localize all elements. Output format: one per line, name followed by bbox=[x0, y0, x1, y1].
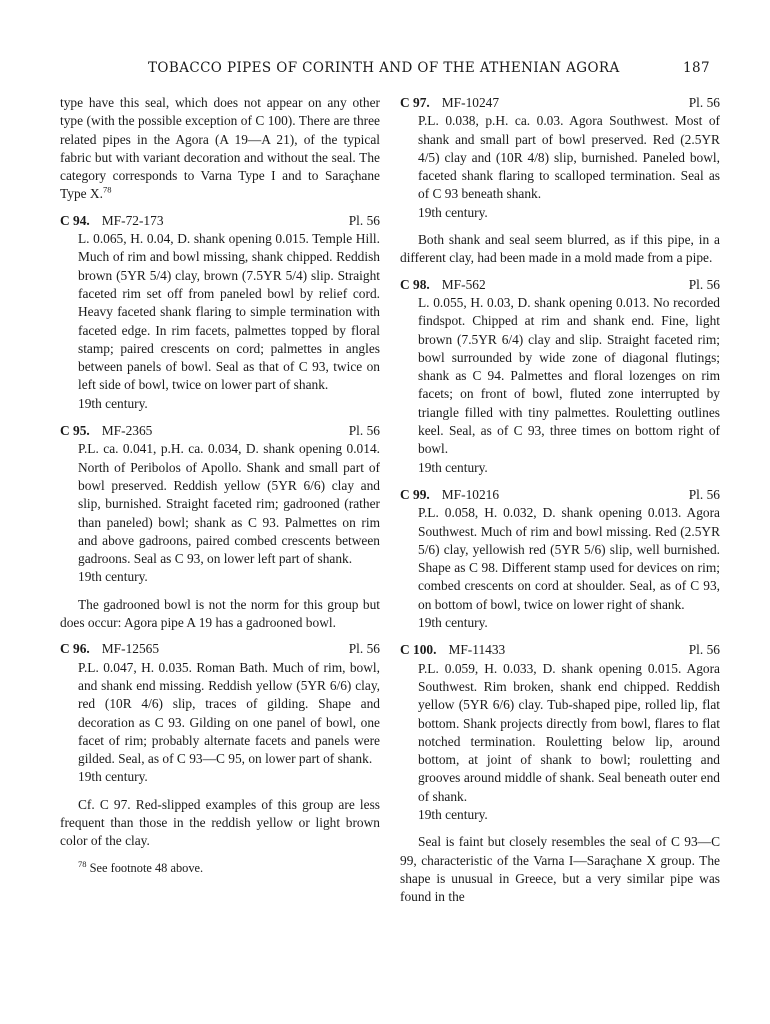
catalogue-entry bbox=[60, 422, 380, 587]
entry-description: L. 0.055, H. 0.03, D. shank opening 0.013. No recorded findspot. Chipped at rim and shank end. Fine, light brown (7.5YR 6/4) clay and slip. Straight faceted rim; bowl surrounded by wide zone of diagonal flutings; shank as C 94. Palmettes and floral lozenges on rim facets; on front of bowl, fluted zone interrupted by triangle filled with tiny palmettes. Rouletting outlines keel. Seal, as of C 93, three times on bottom right of bowl. bbox=[418, 294, 720, 457]
catalogue-number: C 95. bbox=[60, 423, 90, 439]
entry-date: 19th century. bbox=[418, 204, 488, 220]
plate-reference: Pl. 56 bbox=[688, 486, 720, 502]
catalogue-number: C 100. bbox=[400, 642, 437, 658]
commentary-paragraph: Both shank and seal seem blurred, as if this pipe, in a different clay, had been made in a mold made from a pipe. bbox=[400, 232, 720, 266]
commentary-paragraph: Seal is faint but closely resembles the seal of C 93—C 99, characteristic of the Varna I—Saraçhane X group. The shape is unusual in Greece, but a very similar pipe was found in the bbox=[400, 834, 720, 905]
inventory-number: MF-2365 bbox=[101, 423, 153, 439]
catalogue-entry bbox=[400, 641, 720, 824]
entry-date: 19th century. bbox=[78, 569, 148, 585]
catalogue-number: C 94. bbox=[60, 212, 90, 228]
intro-paragraph: type have this seal, which does not appear on any other type (with the possible exception of C 100). There are three related pipes in the Agora (A 19—A 21), of the typical fabric but with variant decoration and without the seal. The category corresponds to Varna Type I and to Saraçhane Type X.$^{78}$ bbox=[60, 95, 380, 202]
catalogue-entry bbox=[400, 276, 720, 477]
catalogue-number: C 99. bbox=[400, 486, 430, 502]
entry-description: P.L. 0.059, H. 0.033, D. shank opening 0.015. Agora Southwest. Rim broken, shank end chipped. Reddish yellow (5YR 6/6) clay. Tub-shaped pipe, rolled lip, flat bottom. Shank projects directly from bowl, flares to flat notched termination. Rouletting below lip, around bottom, at joint of shank to bowl; rouletting and grooves around middle of shank. Seal beneath outer end of shank. bbox=[418, 660, 720, 804]
footnote bbox=[60, 859, 380, 877]
catalogue-entry bbox=[60, 640, 380, 786]
footnote-text: See footnote 48 above. bbox=[89, 860, 204, 875]
entry-date: 19th century. bbox=[78, 769, 148, 785]
catalogue-entry bbox=[400, 94, 720, 222]
running-head bbox=[60, 60, 710, 80]
catalogue-entry bbox=[60, 212, 380, 413]
entry-date: 19th century. bbox=[418, 615, 488, 631]
entry-description: P.L. ca. 0.041, p.H. ca. 0.034, D. shank opening 0.014. North of Peribolos of Apollo. Shank and small part of bowl preserved. Reddish yellow (5YR 6/6) clay and slip, burnished. Straight faceted rim; gadrooned (rather than paneled) bowl; shank as C 93. Palmettes on rim and above gadroons, paired combed crescents between gadroons. Seal as C 93, on lower left part of shank. bbox=[78, 441, 380, 567]
left-column bbox=[60, 94, 380, 877]
footnote-ref: 78 bbox=[102, 185, 112, 196]
catalogue-number: C 96. bbox=[60, 641, 90, 657]
inventory-number: MF-10247 bbox=[441, 95, 500, 110]
plate-reference: Pl. 56 bbox=[688, 642, 720, 658]
page-number: 187 bbox=[683, 60, 710, 76]
plate-reference: Pl. 56 bbox=[348, 212, 380, 228]
entry-description: P.L. 0.047, H. 0.035. Roman Bath. Much of rim, bowl, and shank end missing. Reddish yellow (5YR 6/6) clay, red (10R 4/6) slip, traces of gilding. Shape and decoration as C 93. Gilding on one panel of bowl, one facet of rim; probably alternate facets and panels were gilded. Seal, as of C 93—C 95, on lower part of shank. bbox=[78, 659, 380, 767]
inventory-number: MF-11433 bbox=[448, 642, 506, 658]
entry-description: P.L. 0.058, H. 0.032, D. shank opening 0.013. Agora Southwest. Much of rim and bowl missing. Red (2.5YR 5/6) clay, yellowish red (5YR 5/6) slip, well burnished. Shape as C 98. Different stamp used for devices on rim; combed crescents on cord at shoulder. Seal, as of C 93, on bottom of bowl, twice on lower right of shank. bbox=[418, 505, 720, 612]
catalogue-number: C 98. bbox=[400, 276, 430, 292]
entry-date: 19th century. bbox=[78, 395, 148, 411]
inventory-number: MF-72-173 bbox=[101, 212, 164, 228]
entry-date: 19th century. bbox=[418, 806, 488, 822]
plate-reference: Pl. 56 bbox=[348, 423, 380, 439]
commentary-paragraph: Cf. C 97. Red-slipped examples of this group are less frequent than those in the reddish yellow or light brown color of the clay. bbox=[60, 796, 380, 849]
entry-description: P.L. 0.038, p.H. ca. 0.03. Agora Southwest. Most of shank and small part of bowl preserved. Red (2.5YR 4/5) clay and (10R 4/8) slip, burnished. Paneled bowl, faceted shank flaring to scalloped termination. Seal as of C 93 beneath shank. bbox=[418, 113, 720, 202]
inventory-number: MF-562 bbox=[441, 276, 486, 292]
inventory-number: MF-10216 bbox=[441, 486, 500, 502]
catalogue-number: C 97. bbox=[400, 95, 430, 110]
running-title: TOBACCO PIPES OF CORINTH AND OF THE ATHENIAN AGORA bbox=[148, 60, 620, 76]
plate-reference: Pl. 56 bbox=[688, 95, 720, 110]
entry-description: L. 0.065, H. 0.04, D. shank opening 0.015. Temple Hill. Much of rim and bowl missing, shank chipped. Reddish brown (5YR 5/4) clay, brown (7.5YR 5/4) slip. Straight faceted rim set off from paneled bowl by relief cord. Heavy faceted shank flaring to simple termination with faceted edge. In rim facets, palmettes topped by floral stamp; paired crescents on cord; palmettes in angles between panels of bowl. Seal as that of C 93, twice on left side of bowl, twice on lower part of shank. bbox=[78, 231, 380, 393]
plate-reference: Pl. 56 bbox=[688, 276, 720, 292]
entry-date: 19th century. bbox=[418, 459, 488, 475]
footnote-number: 78 bbox=[78, 858, 87, 869]
inventory-number: MF-12565 bbox=[101, 641, 160, 657]
plate-reference: Pl. 56 bbox=[348, 641, 380, 657]
right-column bbox=[400, 94, 720, 914]
commentary-paragraph: The gadrooned bowl is not the norm for this group but does occur: Agora pipe A 19 has a gadrooned bowl. bbox=[60, 596, 380, 631]
catalogue-entry bbox=[400, 486, 720, 632]
